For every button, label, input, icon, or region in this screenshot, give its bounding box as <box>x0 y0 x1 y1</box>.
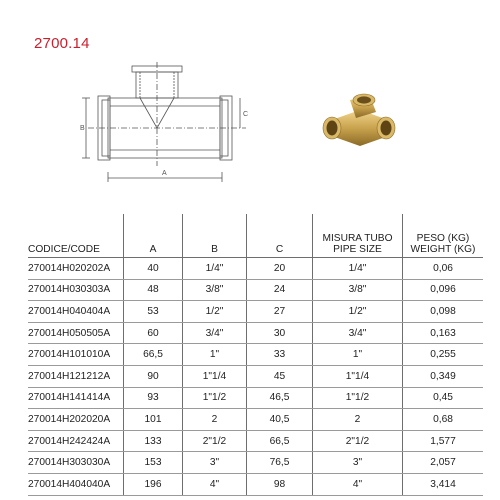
table-cell: 2"1/2 <box>313 430 403 452</box>
dim-label-b: B <box>80 125 85 132</box>
table-cell: 270014H404040A <box>28 473 124 495</box>
table-cell: 3,414 <box>403 473 484 495</box>
table-cell: 66,5 <box>124 344 183 366</box>
table-cell: 3" <box>313 452 403 474</box>
table-cell: 33 <box>247 344 313 366</box>
table-cell: 196 <box>124 473 183 495</box>
table-cell: 0,163 <box>403 322 484 344</box>
table-cell: 270014H121212A <box>28 365 124 387</box>
table-cell: 270014H050505A <box>28 322 124 344</box>
table-cell: 2 <box>183 409 247 431</box>
table-cell: 4" <box>313 473 403 495</box>
table-cell: 133 <box>124 430 183 452</box>
table-cell: 270014H040404A <box>28 301 124 323</box>
table-cell: 3/4" <box>313 322 403 344</box>
table-cell: 98 <box>247 473 313 495</box>
table-cell: 2"1/2 <box>183 430 247 452</box>
table-row <box>28 409 483 431</box>
table-cell: 40 <box>124 258 183 280</box>
table-cell: 1" <box>313 344 403 366</box>
table-cell: 1/2" <box>313 301 403 323</box>
table-cell: 0,349 <box>403 365 484 387</box>
table-cell: 1,577 <box>403 430 484 452</box>
product-code-title: 2700.14 <box>34 35 90 52</box>
table-cell: 93 <box>124 387 183 409</box>
table-row <box>28 301 483 323</box>
table-cell: 3" <box>183 452 247 474</box>
table-cell: 0,06 <box>403 258 484 280</box>
table-cell: 270014H101010A <box>28 344 124 366</box>
table-cell: 270014H303030A <box>28 452 124 474</box>
table-row <box>28 473 483 495</box>
table-cell: 20 <box>247 258 313 280</box>
table-cell: 1"1/2 <box>313 387 403 409</box>
table-cell: 1"1/4 <box>183 365 247 387</box>
table-cell: 101 <box>124 409 183 431</box>
table-cell: 45 <box>247 365 313 387</box>
table-row <box>28 258 483 280</box>
table-cell: 1" <box>183 344 247 366</box>
table-cell: 270014H202020A <box>28 409 124 431</box>
table-cell: 3/4" <box>183 322 247 344</box>
table-header-row <box>28 214 483 258</box>
table-cell: 46,5 <box>247 387 313 409</box>
table-cell: 90 <box>124 365 183 387</box>
column-header: MISURA TUBO PIPE SIZE <box>313 214 403 258</box>
table-cell: 48 <box>124 279 183 301</box>
table-cell: 3/8" <box>313 279 403 301</box>
table-cell: 40,5 <box>247 409 313 431</box>
table-cell: 66,5 <box>247 430 313 452</box>
column-header: A <box>124 214 183 258</box>
table-cell: 0,096 <box>403 279 484 301</box>
table-cell: 3/8" <box>183 279 247 301</box>
table-cell: 1/4" <box>313 258 403 280</box>
table-cell: 76,5 <box>247 452 313 474</box>
table-row <box>28 387 483 409</box>
column-header: PESO (KG) WEIGHT (KG) <box>403 214 484 258</box>
table-row <box>28 322 483 344</box>
table-cell: 4" <box>183 473 247 495</box>
table-row <box>28 344 483 366</box>
table-cell: 0,255 <box>403 344 484 366</box>
table-cell: 0,45 <box>403 387 484 409</box>
table-cell: 1"1/4 <box>313 365 403 387</box>
table-cell: 27 <box>247 301 313 323</box>
tee-technical-drawing <box>80 62 260 192</box>
table-cell: 270014H242424A <box>28 430 124 452</box>
table-cell: 1"1/2 <box>183 387 247 409</box>
table-cell: 0,098 <box>403 301 484 323</box>
table-cell: 153 <box>124 452 183 474</box>
table-cell: 24 <box>247 279 313 301</box>
dim-label-a: A <box>162 170 167 177</box>
table-cell: 270014H030303A <box>28 279 124 301</box>
table-cell: 53 <box>124 301 183 323</box>
table-cell: 270014H141414A <box>28 387 124 409</box>
dim-label-c: C <box>243 111 249 118</box>
column-header: CODICE/CODE <box>28 214 124 258</box>
table-cell: 0,68 <box>403 409 484 431</box>
table-cell: 1/2" <box>183 301 247 323</box>
table-row <box>28 430 483 452</box>
table-row <box>28 452 483 474</box>
table-cell: 2 <box>313 409 403 431</box>
table-row <box>28 365 483 387</box>
table-row <box>28 279 483 301</box>
specification-table <box>28 214 483 496</box>
column-header: B <box>183 214 247 258</box>
table-cell: 2,057 <box>403 452 484 474</box>
table-cell: 60 <box>124 322 183 344</box>
brass-tee-photo <box>320 92 400 152</box>
table-cell: 270014H020202A <box>28 258 124 280</box>
column-header: C <box>247 214 313 258</box>
table-cell: 30 <box>247 322 313 344</box>
table-cell: 1/4" <box>183 258 247 280</box>
